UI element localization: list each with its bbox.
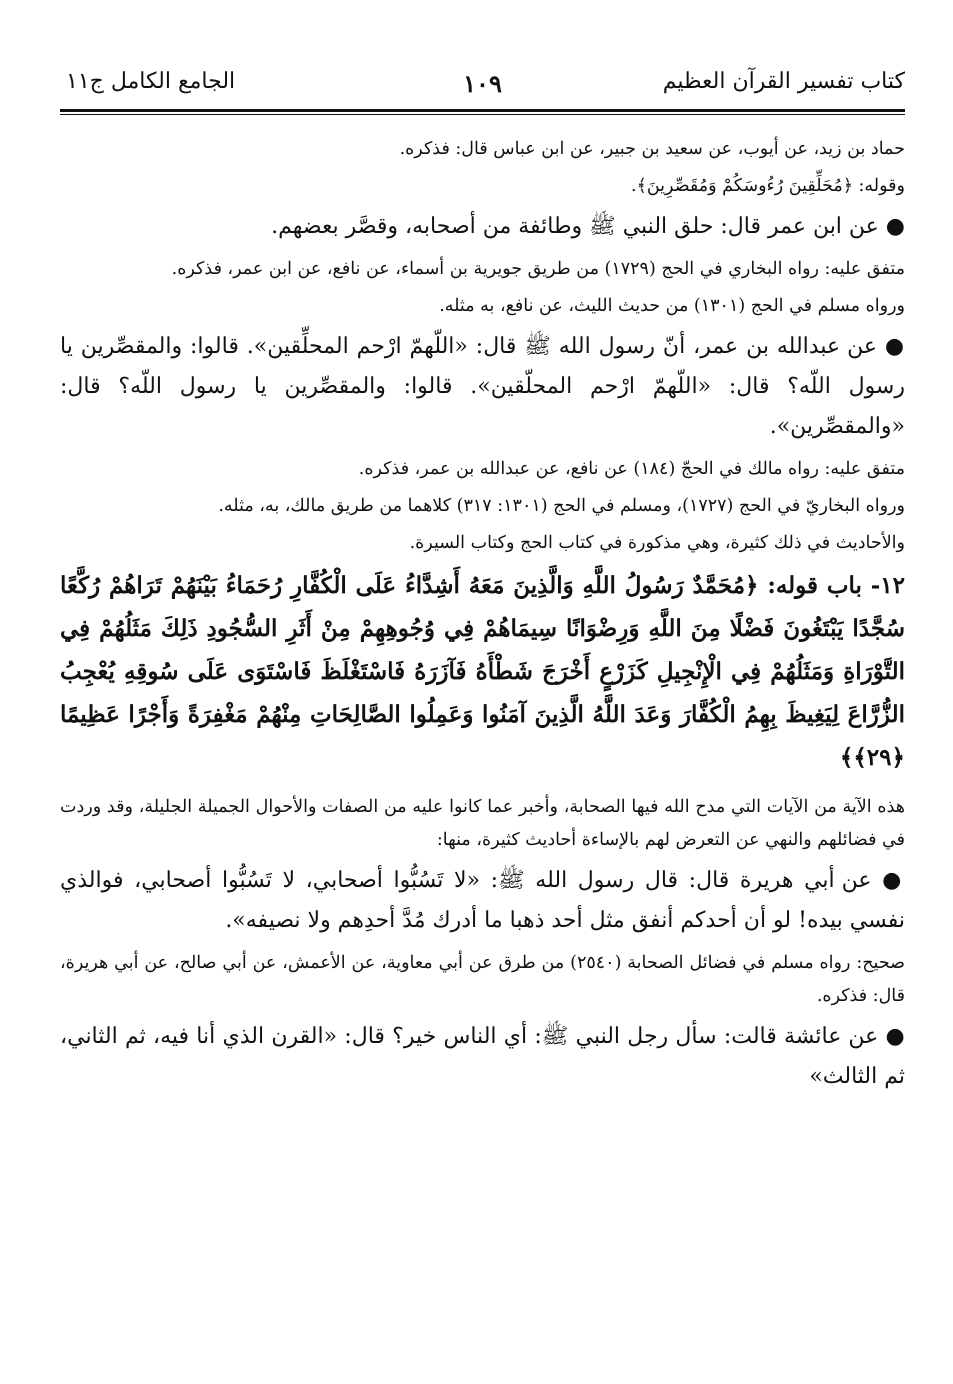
book-page	[60, 55, 905, 1103]
hadith-aisha	[60, 1017, 905, 1097]
header-rule-thick	[60, 109, 905, 112]
hadith-text: عن أبي هريرة قال: قال رسول الله ﷺ: «لا تَسُبُّوا أصحابي، لا تَسُبُّوا أصحابي، فوالذي نفسي بيده! لو أن أحدكم أنفق مثل أحد ذهبا ما أدرك مُدَّ أحدِهم ولا نصيفه».	[60, 868, 905, 933]
note-many-hadiths: والأحاديث في ذلك كثيرة، وهي مذكورة في كتاب الحج وكتاب السيرة.	[409, 533, 905, 553]
page-header	[60, 55, 905, 98]
takhrij-bukhari-1727: ورواه البخاريّ في الحج (١٧٢٧)، ومسلم في الحج (١٣٠١: ٣١٧) كلاهما من طريق مالك، به، مثله.	[218, 496, 905, 516]
commentary-companions: هذه الآية من الآيات التي مدح الله فيها الصحابة، وأخبر عما كانوا عليه من الصفات والأحوال الجميلة الجليلة، وقد وردت في فضائلهم والنهي عن التعرض لهم بالإساءة أحاديث كثيرة، منها:	[60, 797, 905, 850]
bullet-icon: ●	[885, 1024, 905, 1049]
verse-text: ﴿مُحَمَّدٌ رَسُولُ اللَّهِ وَالَّذِينَ مَعَهُ أَشِدَّاءُ عَلَى الْكُفَّارِ رُحَمَاءُ بَيْنَهُمْ تَرَاهُمْ رُكَّعًا سُجَّدًا يَبْتَغُونَ فَضْلًا مِنَ اللَّهِ وَرِضْوَانًا سِيمَاهُمْ فِي وُجُوهِهِمْ مِنْ أَثَرِ السُّجُودِ ذَلِكَ مَثَلُهُمْ فِي التَّوْرَاةِ وَمَثَلُهُمْ فِي الْإِنْجِيلِ كَزَرْعٍ أَخْرَجَ شَطْأَهُ فَآزَرَهُ فَاسْتَغْلَظَ فَاسْتَوَى عَلَى سُوقِهِ يُعْجِبُ الزُّرَّاعَ لِيَغِيظَ بِهِمُ الْكُفَّارَ وَعَدَ اللَّهُ الَّذِينَ آمَنُوا وَعَمِلُوا الصَّالِحَاتِ مِنْهُمْ مَغْفِرَةً وَأَجْرًا عَظِيمًا ﴿٢٩﴾﴾	[60, 572, 906, 771]
book-title: كتاب تفسير القرآن العظيم	[662, 69, 905, 94]
page-number: ١٠٩	[463, 69, 502, 98]
hadith-ibn-umar-shaving	[60, 207, 905, 247]
chapter-12-verse	[60, 564, 905, 779]
hadith-text: عن عبدالله بن عمر، أنّ رسول الله ﷺ قال: «اللّهمّ ارْحم المحلِّقين». قالوا: والمقصِّرين يا رسول اللّه؟ قال: «اللّهمّ ارْحم المحلّقين». قالوا: والمقصِّرين يا رسول اللّه؟ قال: «والمقصِّرين».	[60, 334, 905, 439]
isnad-continuation: حماد بن زيد، عن أيوب، عن سعيد بن جبير، عن ابن عباس قال: فذكره.	[399, 139, 905, 159]
takhrij-bukhari-1729: متفق عليه: رواه البخاري في الحج (١٧٢٩) من طريق جويرية بن أسماء، عن نافع، عن ابن عمر، فذكره.	[171, 259, 905, 279]
quran-quote-line: وقوله: ﴿مُحَلِّقِينَ رُءُوسَكُمْ وَمُقَصِّرِينَ﴾.	[631, 176, 905, 196]
header-rule-thin	[60, 114, 905, 115]
hadith-abu-hurairah	[60, 861, 905, 941]
bullet-icon: ●	[884, 334, 905, 359]
bullet-icon: ●	[882, 868, 905, 893]
chapter-heading: ١٢- باب قوله:	[767, 572, 906, 599]
bullet-icon: ●	[885, 214, 905, 239]
page-body	[60, 133, 905, 1097]
hadith-text: عن عائشة قالت: سأل رجل النبي ﷺ: أي الناس خير؟ قال: «القرن الذي أنا فيه، ثم الثاني، ثم الثالث»	[60, 1024, 905, 1089]
volume-label: الجامع الكامل ج١١	[66, 69, 236, 94]
hadith-ibn-umar-mercy	[60, 327, 905, 447]
takhrij-muslim-1301: ورواه مسلم في الحج (١٣٠١) من حديث الليث، عن نافع، به مثله.	[439, 296, 905, 316]
takhrij-malik-184: متفق عليه: رواه مالك في الحجّ (١٨٤) عن نافع، عن عبدالله بن عمر، فذكره.	[358, 459, 905, 479]
hadith-text: عن ابن عمر قال: حلق النبي ﷺ وطائفة من أصحابه، وقصَّر بعضهم.	[271, 214, 879, 239]
takhrij-muslim-2540: صحيح: رواه مسلم في فضائل الصحابة (٢٥٤٠) من طرق عن أبي معاوية، عن الأعمش، عن أبي صالح، عن أبي هريرة، قال: فذكره.	[60, 953, 905, 1006]
